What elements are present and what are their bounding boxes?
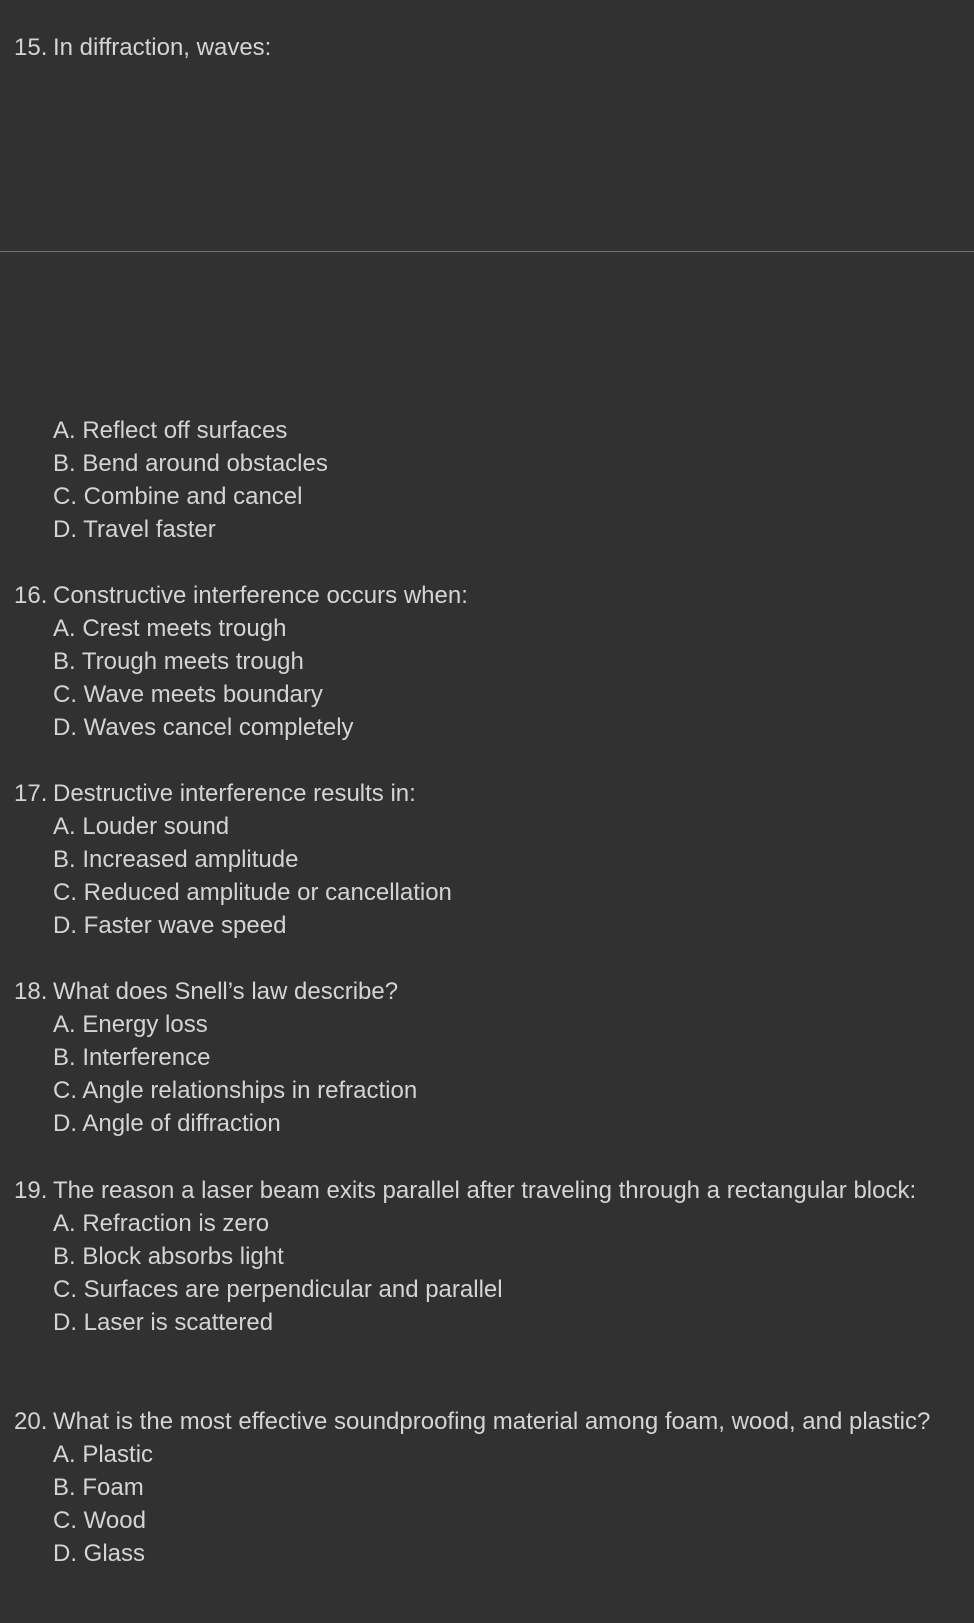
question-19-stem — [0, 1174, 974, 1207]
question-16 — [0, 579, 974, 744]
question-17-options — [0, 810, 974, 942]
question-15-stem — [0, 31, 974, 64]
question-18 — [0, 975, 974, 1140]
question-number: 17. — [14, 780, 48, 807]
option-a: A. Louder sound — [53, 813, 230, 840]
question-number: 19. — [14, 1177, 48, 1204]
question-16-stem — [0, 579, 974, 612]
question-17 — [0, 777, 974, 942]
option-b: B. Increased amplitude — [53, 846, 299, 873]
option-a: A. Refraction is zero — [53, 1210, 270, 1237]
option-d: D. Glass — [53, 1540, 146, 1567]
question-number: 20. — [14, 1408, 48, 1435]
option-c: C. Wave meets boundary — [53, 681, 323, 708]
question-15-options — [0, 414, 974, 546]
question-text: Constructive interference occurs when: — [53, 582, 468, 609]
question-19 — [0, 1174, 974, 1339]
question-15-options-block — [0, 414, 974, 546]
option-b: B. Bend around obstacles — [53, 450, 328, 477]
question-17-stem — [0, 777, 974, 810]
option-d: D. Travel faster — [53, 516, 216, 543]
option-d: D. Waves cancel completely — [53, 714, 354, 741]
option-c: C. Reduced amplitude or cancellation — [53, 879, 452, 906]
option-c: C. Angle relationships in refraction — [53, 1077, 418, 1104]
question-text: What does Snell’s law describe? — [53, 978, 399, 1005]
option-c: C. Wood — [53, 1507, 146, 1534]
option-c: C. Surfaces are perpendicular and parallel — [53, 1276, 503, 1303]
option-b: B. Interference — [53, 1044, 211, 1071]
option-d: D. Angle of diffraction — [53, 1110, 281, 1137]
question-20-stem — [0, 1405, 974, 1438]
question-19-options — [0, 1207, 974, 1339]
question-20 — [0, 1405, 974, 1570]
question-16-options — [0, 612, 974, 744]
option-d: D. Faster wave speed — [53, 912, 287, 939]
question-text: In diffraction, waves: — [53, 34, 272, 61]
divider — [0, 251, 974, 252]
option-a: A. Plastic — [53, 1441, 154, 1468]
question-number: 18. — [14, 978, 48, 1005]
option-a: A. Reflect off surfaces — [53, 417, 288, 444]
option-b: B. Foam — [53, 1474, 144, 1501]
option-a: A. Energy loss — [53, 1011, 208, 1038]
option-b: B. Trough meets trough — [53, 648, 304, 675]
question-number: 16. — [14, 582, 48, 609]
option-d: D. Laser is scattered — [53, 1309, 274, 1336]
question-18-stem — [0, 975, 974, 1008]
question-15 — [0, 31, 974, 64]
option-b: B. Block absorbs light — [53, 1243, 284, 1270]
option-a: A. Crest meets trough — [53, 615, 287, 642]
question-text: Destructive interference results in: — [53, 780, 416, 807]
question-18-options — [0, 1008, 974, 1140]
option-c: C. Combine and cancel — [53, 483, 303, 510]
question-number: 15. — [14, 34, 48, 61]
question-20-options — [0, 1438, 974, 1570]
question-text: The reason a laser beam exits parallel after traveling through a rectangular block: — [53, 1177, 917, 1204]
question-text: What is the most effective soundproofing material among foam, wood, and plastic? — [53, 1408, 931, 1435]
